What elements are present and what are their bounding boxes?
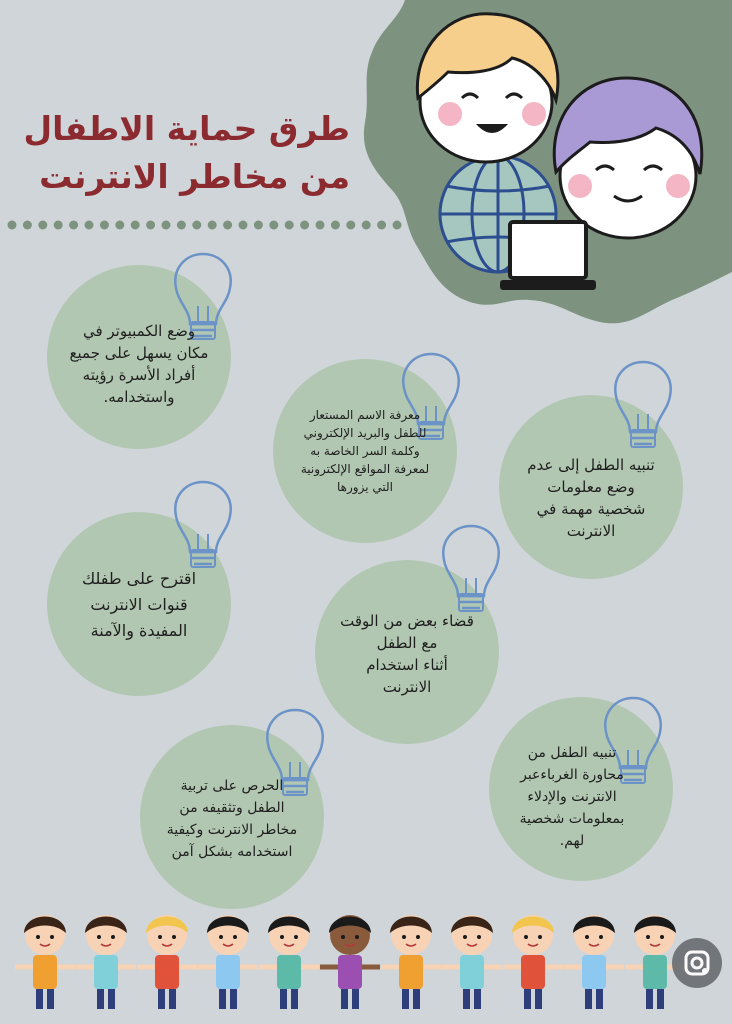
laptop-icon [500,222,596,290]
divider-dot [254,221,263,230]
children-holding-hands-illustration [0,905,732,1024]
blond-kid-face [417,14,558,162]
divider-dot [300,221,309,230]
divider-dot [346,221,355,230]
divider-dot [131,221,140,230]
tip-text-1: وضع الكمبيوتر في مكان يسهل على جميع أفراد الأسرة رؤيته واستخدامه. [69,322,209,406]
divider-dot [100,221,109,230]
tip-text-7: تنبيه الطفل من محاورة الغرباءعبر الانترنت والإدلاء بمعلومات شخصية لهم. [519,745,625,849]
lightbulb-icon [438,522,504,614]
lens-icon [672,938,722,988]
page-title [20,105,350,201]
tip-text-6: الحرص على تربية الطفل وتثقيفه من مخاطر الانترنت وكيفية استخدامه بشكل آمن [166,778,298,860]
tip-text-3: تنبيه الطفل إلى عدم وضع معلومات شخصية مهمة في الانترنت [527,456,655,540]
divider-dot [362,221,371,230]
divider-dot [23,221,32,230]
purple-kid-face [554,78,702,238]
visual-search-button[interactable] [672,938,722,988]
child-figure [564,915,624,1009]
divider-dot [162,221,171,230]
divider-dot [269,221,278,230]
divider-dot [285,221,294,230]
divider-dot [85,221,94,230]
divider-dot [115,221,124,230]
child-figure [76,915,136,1009]
child-figure [198,915,258,1009]
child-figure [381,915,441,1009]
title-line-1: طرق حماية الاطفال [23,109,350,148]
lightbulb-icon [170,478,236,570]
child-figure [15,915,75,1009]
child-figure [320,915,380,1009]
divider-dot [316,221,325,230]
divider-dot [331,221,340,230]
child-figure [259,915,319,1009]
divider-dot [177,221,186,230]
child-figure [137,915,197,1009]
divider-dot [223,221,232,230]
child-figure [503,915,563,1009]
tip-text-4: اقترح على طفلك قنوات الانترنت المفيدة والآمنة [81,569,197,640]
divider-dot [239,221,248,230]
tip-text-2: معرفة الاسم المستعار للطفل والبريد الإلكتروني وكلمة السر الخاصة به لمعرفة المواقع الإلكترونية التي يزورها [300,408,430,494]
divider-dot [8,221,17,230]
child-figure [442,915,502,1009]
divider-dot [192,221,201,230]
divider-dot [38,221,47,230]
tip-text-5: قضاء بعض من الوقت مع الطفل أثناء استخدام الانترنت [340,612,474,696]
divider-dot [54,221,63,230]
divider-dot [208,221,217,230]
divider-dot [393,221,402,230]
divider-dot [377,221,386,230]
lightbulb-icon [610,358,676,450]
divider-dot [69,221,78,230]
title-line-2: من مخاطر الانترنت [39,157,350,196]
divider-dot [146,221,155,230]
dotted-divider [6,219,406,231]
